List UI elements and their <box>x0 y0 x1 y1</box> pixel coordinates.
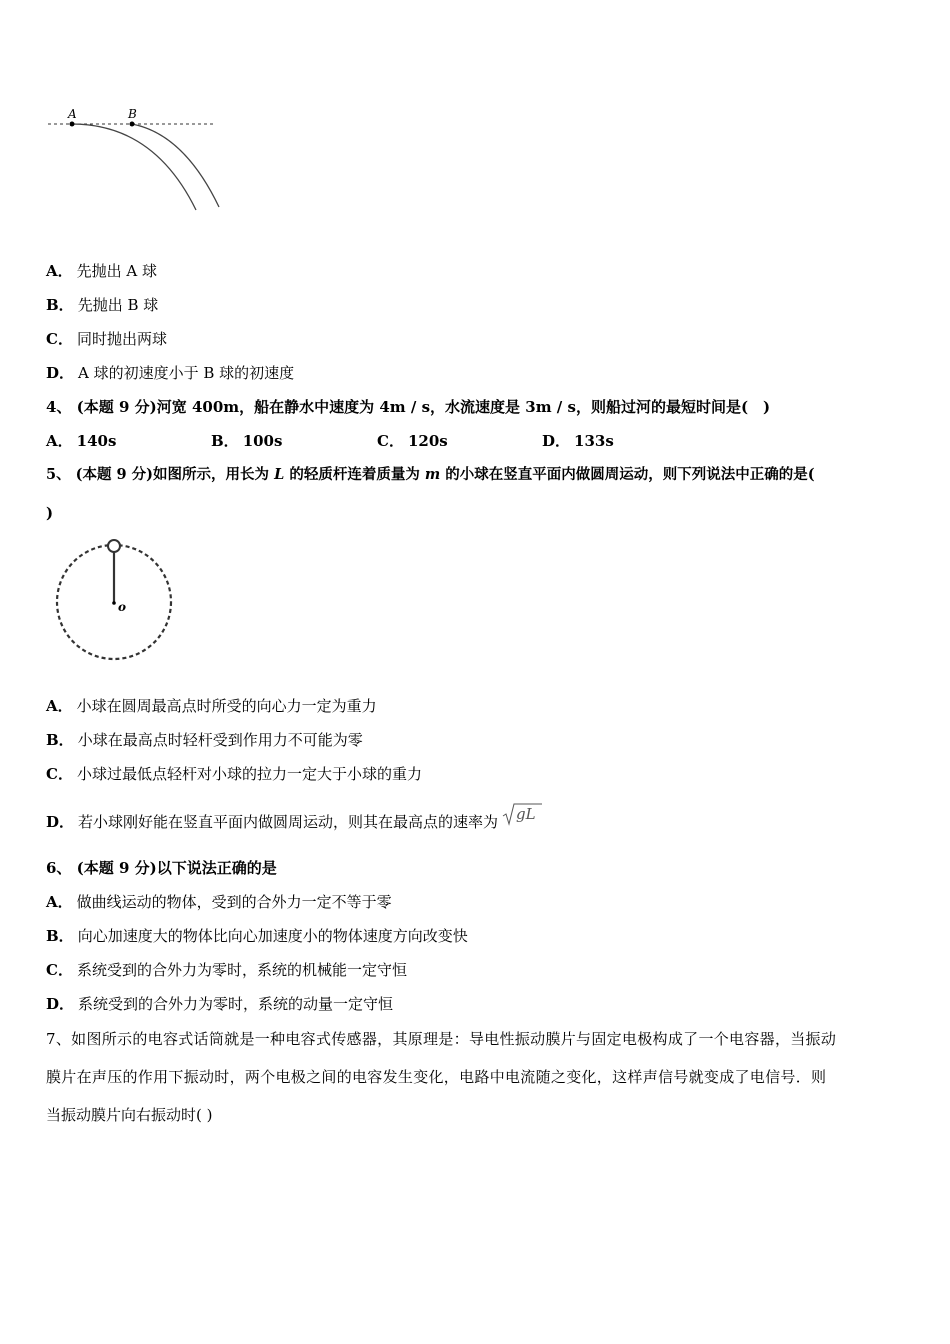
q4-option-a: A． 140s <box>46 432 117 450</box>
circle-rod-figure <box>48 538 182 666</box>
q4-option-c: C． 120s <box>377 432 448 450</box>
q6-option-a: A． 做曲线运动的物体，受到的合外力一定不等于零 <box>46 893 392 911</box>
sqrt-radical <box>502 802 542 826</box>
ball <box>108 540 120 552</box>
q3-option-d: D． A 球的初速度小于 B 球的初速度 <box>46 364 295 382</box>
q3-option-a: A． 先抛出 A 球 <box>46 262 158 280</box>
q5-option-b: B． 小球在最高点时轻杆受到作用力不可能为零 <box>46 731 363 749</box>
trajectory-a <box>72 124 196 210</box>
q4-stem: 4、 (本题 9 分)河宽 400m，船在静水中速度为 4m / s，水流速度是 3m / s，则船过河的最短时间是( ) <box>46 398 771 416</box>
q5-option-d: D． 若小球刚好能在竖直平面内做圆周运动，则其在最高点的速率为 gL <box>46 810 538 832</box>
center-point <box>112 601 116 605</box>
var-l: L <box>274 466 285 483</box>
projectile-figure <box>44 104 234 219</box>
var-m: m <box>424 466 441 483</box>
label-a: A <box>68 107 77 121</box>
q7-line-2: 膜片在声压的作用下振动时，两个电极之间的电容发生变化，电路中电流随之变化，这样声信号就变成了电信号．则 <box>46 1068 827 1086</box>
point-a <box>70 122 75 127</box>
q5-option-a: A． 小球在圆周最高点时所受的向心力一定为重力 <box>46 697 377 715</box>
q6-option-b: B． 向心加速度大的物体比向心加速度小的物体速度方向改变快 <box>46 927 468 945</box>
trajectory-b <box>132 124 219 207</box>
label-b: B <box>128 107 137 121</box>
label-o: o <box>118 600 127 614</box>
q4-option-d: D． 133s <box>542 432 614 450</box>
q7-line-1: 7、如图所示的电容式话筒就是一种电容式传感器，其原理是：导电性振动膜片与固定电极构成了一个电容器，当振动 <box>46 1030 837 1048</box>
q6-option-d: D． 系统受到的合外力为零时，系统的动量一定守恒 <box>46 995 394 1013</box>
q6-stem: 6、 (本题 9 分)以下说法正确的是 <box>46 859 277 877</box>
sqrt-gl: gL <box>502 802 538 824</box>
q3-option-b: B． 先抛出 B 球 <box>46 296 159 314</box>
q5-stem: 5、 (本题 9 分)如图所示，用长为 L 的轻质杆连着质量为 m 的小球在竖直平面内做圆周运动，则下列说法中正确的是( <box>46 466 815 483</box>
q5-option-c: C． 小球过最低点轻杆对小球的拉力一定大于小球的重力 <box>46 765 422 783</box>
q4-option-b: B． 100s <box>211 432 283 450</box>
q5-stem-cont: ) <box>46 504 54 522</box>
q7-line-3: 当振动膜片向右振动时( ) <box>46 1106 213 1124</box>
q3-option-c: C． 同时抛出两球 <box>46 330 167 348</box>
point-b <box>130 122 135 127</box>
q6-option-c: C． 系统受到的合外力为零时，系统的机械能一定守恒 <box>46 961 407 979</box>
